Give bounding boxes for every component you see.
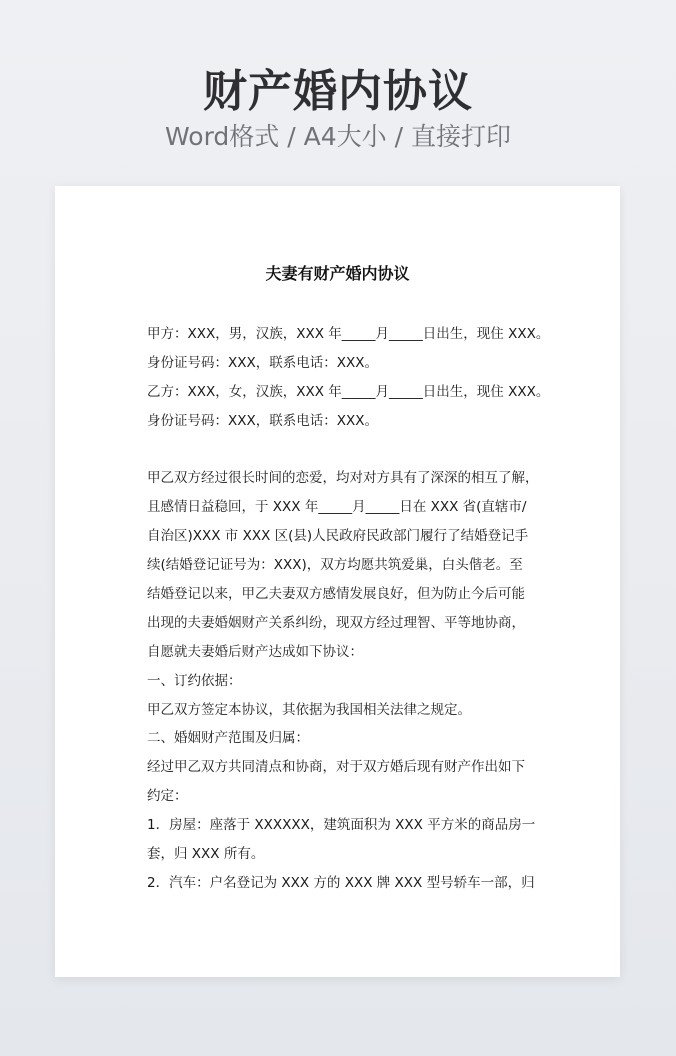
list-item: 1．房屋：座落于 XXXXXX，建筑面积为 XXX 平方米的商品房一 [147,817,536,834]
body-line: 经过甲乙双方共同清点和协商，对于双方婚后现有财产作出如下 [147,759,525,776]
section-heading: 一、订约依据： [147,672,242,689]
party-line: 甲方：XXX，男，汉族，XXX 年_____月_____日出生，现住 XXX。 [147,326,550,342]
body-line: 且感情日益稳回，于 XXX 年_____月_____日在 XXX 省(直辖市/ [147,499,527,516]
document-title: 夫妻有财产婚内协议 [265,264,410,283]
body-line: 续(结婚登记证号为：XXX)，双方均愿共筑爱巢，白头偕老。至 [147,557,523,574]
body-line: 自愿就夫妻婚后财产达成如下协议： [147,643,363,660]
body-line: 结婚登记以来，甲乙夫妻双方感情发展良好，但为防止今后可能 [147,586,525,603]
paragraph-gap [147,436,547,465]
document-body [147,320,550,898]
document-paper [55,186,620,977]
body-line: 自治区)XXX 市 XXX 区(县)人民政府民政部门履行了结婚登记手 [147,528,529,545]
body-line: 出现的夫妻婚姻财产关系纠纷，现双方经过理智、平等地协商， [147,614,525,631]
section-heading: 二、婚姻财产范围及归属： [147,730,309,747]
page-title: 财产婚内协议 [203,66,473,117]
list-item: 2．汽车：户名登记为 XXX 方的 XXX 牌 XXX 型号轿车一部，归 [147,874,535,891]
body-line: 甲乙双方经过很长时间的恋爱，均对对方具有了深深的相互了解， [147,470,539,487]
party-line: 身份证号码：XXX，联系电话：XXX。 [147,354,378,371]
party-line: 乙方：XXX，女，汉族，XXX 年_____月_____日出生，现住 XXX。 [147,383,550,400]
page-subtitle: Word格式 / A4大小 / 直接打印 [165,122,511,151]
body-line: 约定： [147,788,188,805]
party-line: 身份证号码：XXX，联系电话：XXX。 [147,412,378,429]
body-line: 甲乙双方签定本协议，其依据为我国相关法律之规定。 [147,701,471,718]
list-item: 套，归 XXX 所有。 [147,846,265,863]
